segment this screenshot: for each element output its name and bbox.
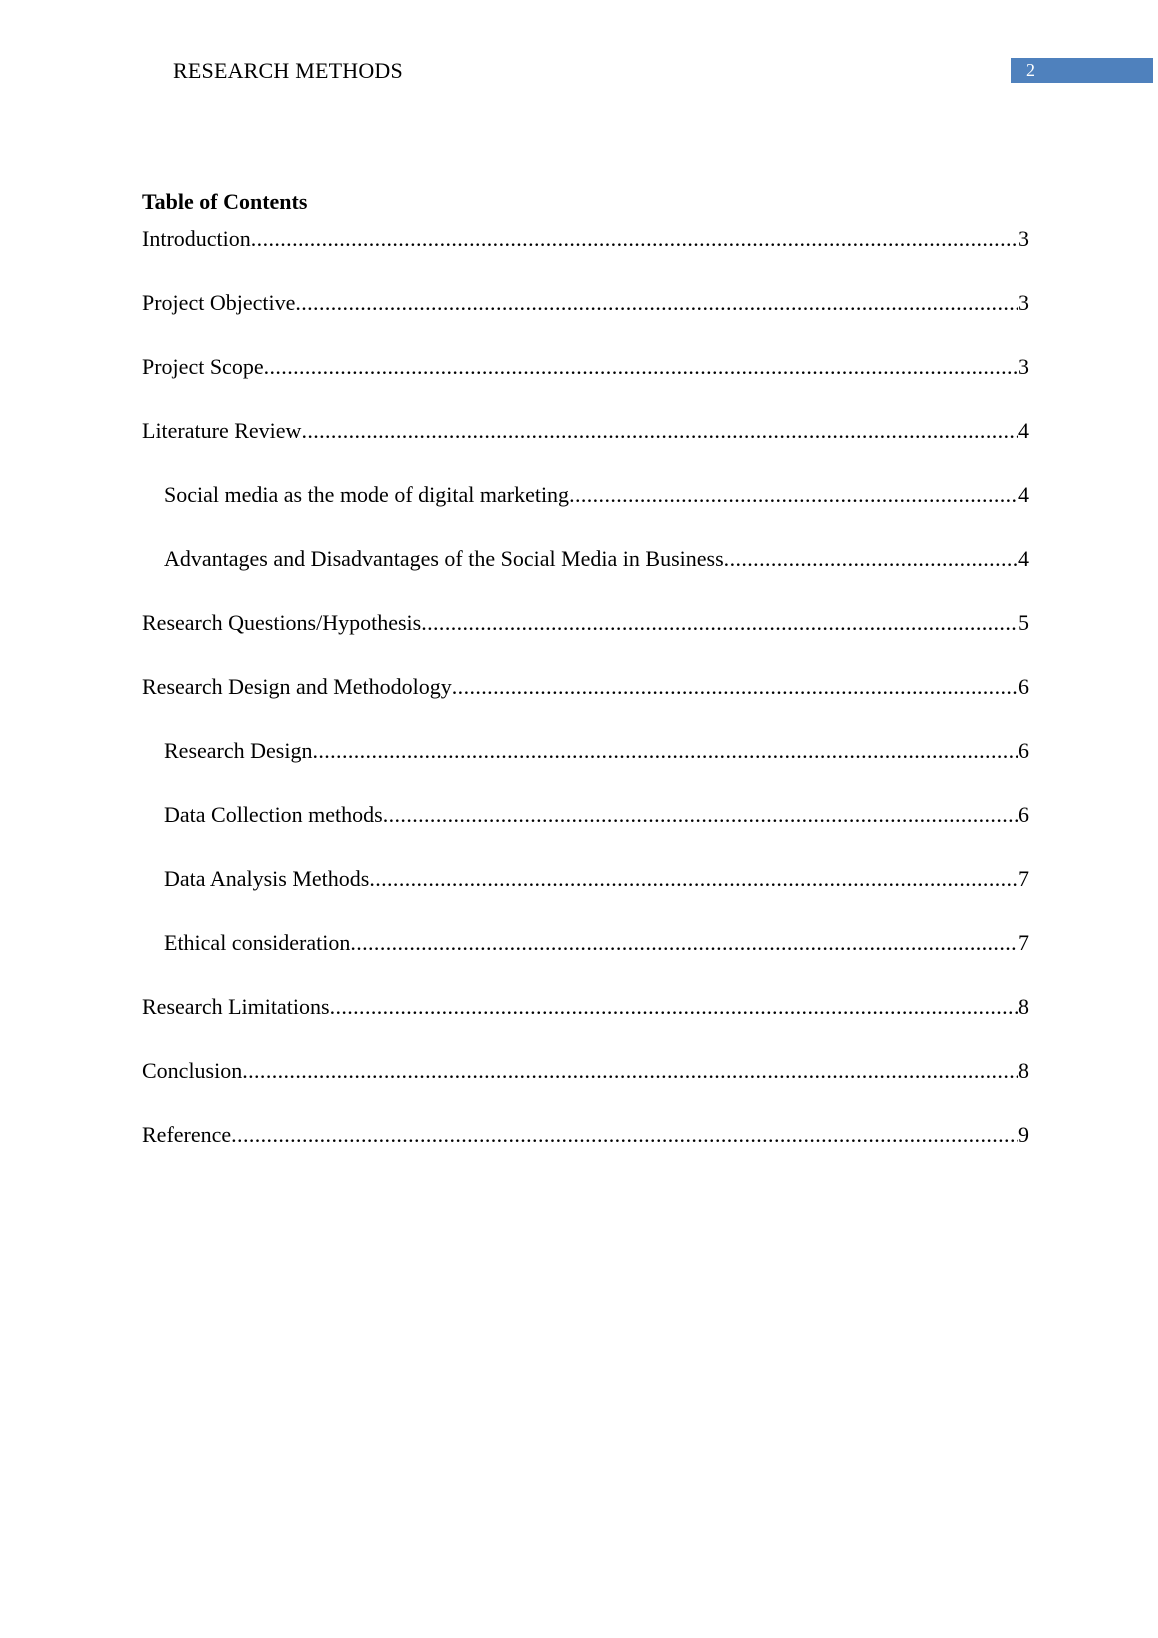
toc-entry-ethical-consideration[interactable] [142, 928, 1029, 992]
toc-entry-page: 4 [1018, 546, 1029, 571]
toc-entry-page: 6 [1018, 674, 1029, 699]
page-number-badge: 2 [1011, 58, 1153, 83]
toc-entry-conclusion[interactable] [142, 1056, 1029, 1120]
toc-entry-page: 4 [1018, 482, 1029, 507]
toc-dot-leader [569, 480, 1018, 510]
toc-entry-label: Research Design and Methodology [142, 674, 452, 699]
toc-entry-page: 4 [1018, 418, 1029, 443]
toc-dot-leader [251, 224, 1018, 254]
toc-entry-label: Research Questions/Hypothesis [142, 610, 422, 635]
toc-entry-label: Introduction [142, 226, 251, 251]
toc-entry-label: Ethical consideration [164, 930, 351, 955]
toc-dot-leader [383, 800, 1018, 830]
toc-entry-page: 3 [1018, 226, 1029, 251]
toc-entry-page: 6 [1018, 802, 1029, 827]
toc-dot-leader [724, 544, 1018, 574]
toc-entry-research-limitations[interactable] [142, 992, 1029, 1056]
toc-list [142, 224, 1029, 1184]
toc-entry-data-collection[interactable] [142, 800, 1029, 864]
table-of-contents [142, 184, 1029, 1180]
toc-entry-page: 7 [1018, 930, 1029, 955]
toc-dot-leader [369, 864, 1018, 894]
toc-entry-page: 8 [1018, 994, 1029, 1019]
toc-entry-page: 8 [1018, 1058, 1029, 1083]
toc-entry-label: Conclusion [142, 1058, 243, 1083]
toc-entry-data-analysis[interactable] [142, 864, 1029, 928]
toc-dot-leader [301, 416, 1018, 446]
toc-entry-page: 7 [1018, 866, 1029, 891]
toc-dot-leader [231, 1120, 1018, 1150]
toc-dot-leader [295, 288, 1018, 318]
toc-entry-research-design-methodology[interactable] [142, 672, 1029, 736]
toc-dot-leader [242, 1056, 1018, 1086]
toc-entry-label: Social media as the mode of digital marketing [164, 482, 570, 507]
toc-entry-page: 9 [1018, 1122, 1029, 1147]
toc-entry-reference[interactable] [142, 1120, 1029, 1184]
toc-entry-page: 5 [1018, 610, 1029, 635]
toc-dot-leader [264, 352, 1018, 382]
page-header [0, 0, 1158, 100]
toc-entry-page: 3 [1018, 354, 1029, 379]
toc-dot-leader [312, 736, 1018, 766]
toc-entry-label: Research Design [164, 738, 313, 763]
toc-entry-social-media-digital-marketing[interactable] [142, 480, 1029, 544]
toc-entry-label: Data Analysis Methods [164, 866, 370, 891]
toc-entry-research-design[interactable] [142, 736, 1029, 800]
toc-entry-advantages-disadvantages[interactable] [142, 544, 1029, 608]
toc-dot-leader [421, 608, 1018, 638]
toc-entry-label: Data Collection methods [164, 802, 383, 827]
toc-dot-leader [452, 672, 1018, 702]
toc-entry-label: Project Objective [142, 290, 296, 315]
toc-entry-label: Research Limitations [142, 994, 330, 1019]
toc-entry-project-objective[interactable] [142, 288, 1029, 352]
toc-entry-label: Reference [142, 1122, 232, 1147]
toc-entry-page: 6 [1018, 738, 1029, 763]
toc-entry-research-questions[interactable] [142, 608, 1029, 672]
toc-entry-label: Literature Review [142, 418, 302, 443]
toc-dot-leader [350, 928, 1018, 958]
toc-entry-label: Advantages and Disadvantages of the Social Media in Business [164, 546, 724, 571]
toc-title: Table of Contents [142, 189, 308, 214]
toc-entry-literature-review[interactable] [142, 416, 1029, 480]
toc-dot-leader [330, 992, 1018, 1022]
toc-entry-introduction[interactable] [142, 224, 1029, 288]
toc-entry-page: 3 [1018, 290, 1029, 315]
toc-entry-label: Project Scope [142, 354, 264, 379]
running-head: RESEARCH METHODS [173, 58, 403, 83]
toc-entry-project-scope[interactable] [142, 352, 1029, 416]
